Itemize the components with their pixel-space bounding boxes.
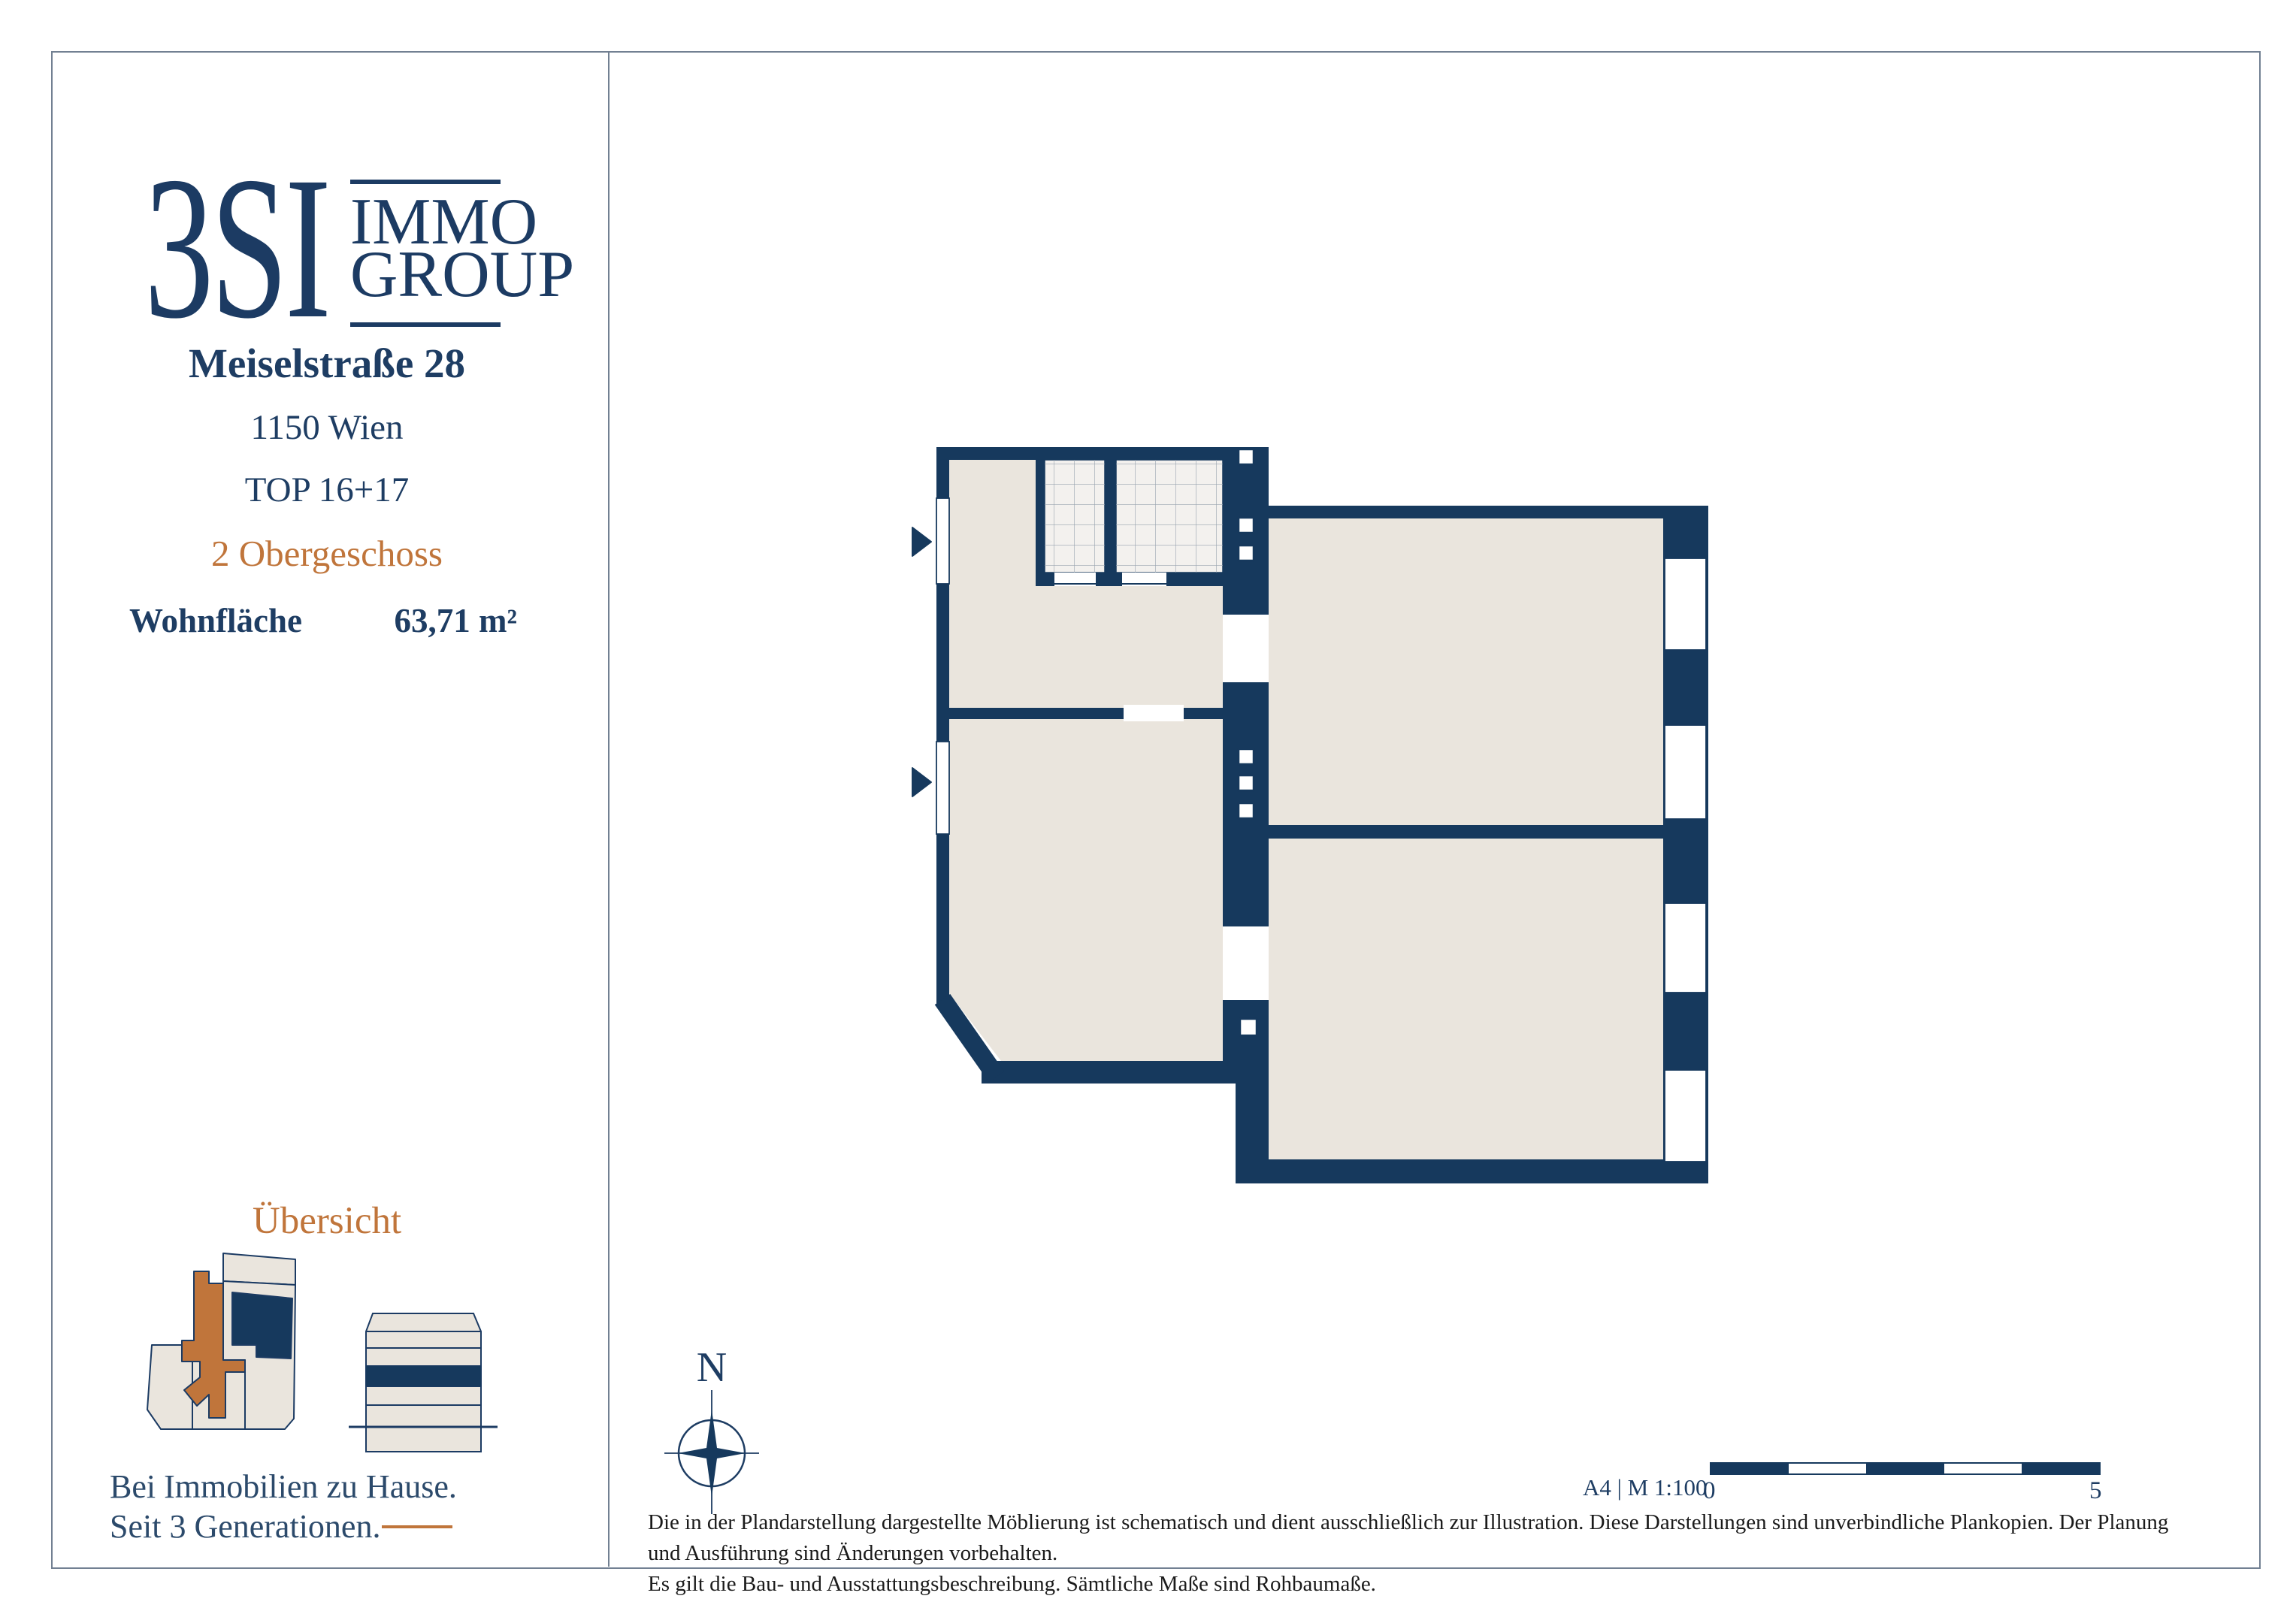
compass-north-label: N [696,1344,728,1391]
overview-title: Übersicht [252,1200,402,1242]
room-lower-left [949,719,1223,1061]
elevation-thumbnail [349,1313,498,1452]
tagline-accent-rule [382,1525,452,1528]
address-street: Meiselstraße 28 [188,340,466,386]
tagline-line1: Bei Immobilien zu Hause. [110,1468,457,1505]
scale-start-number: 0 [1703,1477,1716,1504]
tagline [110,1467,457,1546]
room-upper-right [1269,518,1663,825]
disclaimer-line1: Die in der Plandarstellung dargestellte Möblierung ist schematisch und dient ausschließlich zur Illustration. Diese Darstellungen sind unverbindliche Plankopien. Der Planung und Ausführung sind Änderungen vorbehalten. [648,1510,2169,1565]
tagline-line2: Seit 3 Generationen. [110,1508,381,1545]
address-floor: 2 Obergeschoss [210,533,443,574]
site-plan-thumbnail [147,1253,295,1429]
elevation-floor-highlight [366,1366,481,1386]
living-area-row [129,601,517,640]
compass-star [678,1410,746,1497]
window-right-3 [1665,903,1706,993]
address-block [83,340,571,575]
address-city: 1150 Wien [250,408,404,447]
scale-segment [1711,1464,1789,1473]
scale-format-label: A4 | M 1:100 [1583,1474,1708,1501]
logo-word-immo: IMMO [349,186,538,258]
window-left-upper [936,498,949,584]
overview-thumbnails [113,1240,541,1465]
living-area-value: 63,71 m² [394,602,517,639]
window-right-1 [1665,558,1706,650]
living-area-label: Wohnfläche [129,602,303,639]
logo-wordmark [349,180,575,327]
scale-segment [2022,1464,2099,1473]
entrance-arrow-icons [912,527,931,796]
compass-rose [660,1342,773,1530]
address-unit: TOP 16+17 [244,470,410,509]
scale-end-number: 5 [2089,1477,2102,1504]
window-right-4 [1665,1070,1706,1162]
disclaimer-text [648,1507,2196,1600]
logo-word-group: GROUP [349,238,575,311]
sidebar-divider [608,52,610,1567]
scale-segment [1789,1464,1866,1473]
scale-bar [1710,1462,2101,1475]
scale-segment [1866,1464,1944,1473]
logo-mark: 3SI [144,134,328,361]
room-lower-right [1269,839,1663,1159]
window-left-lower [936,742,949,834]
floor-plan [902,443,1729,1202]
site-parcel-top [223,1253,295,1285]
scale-segment [1944,1464,2022,1473]
disclaimer-line2: Es gilt die Bau- und Ausstattungsbeschreibung. Sämtliche Maße sind Rohbaumaße. [648,1572,1376,1596]
company-logo [144,134,575,361]
bathroom-tiled-cells [1045,460,1223,573]
window-right-2 [1665,725,1706,819]
